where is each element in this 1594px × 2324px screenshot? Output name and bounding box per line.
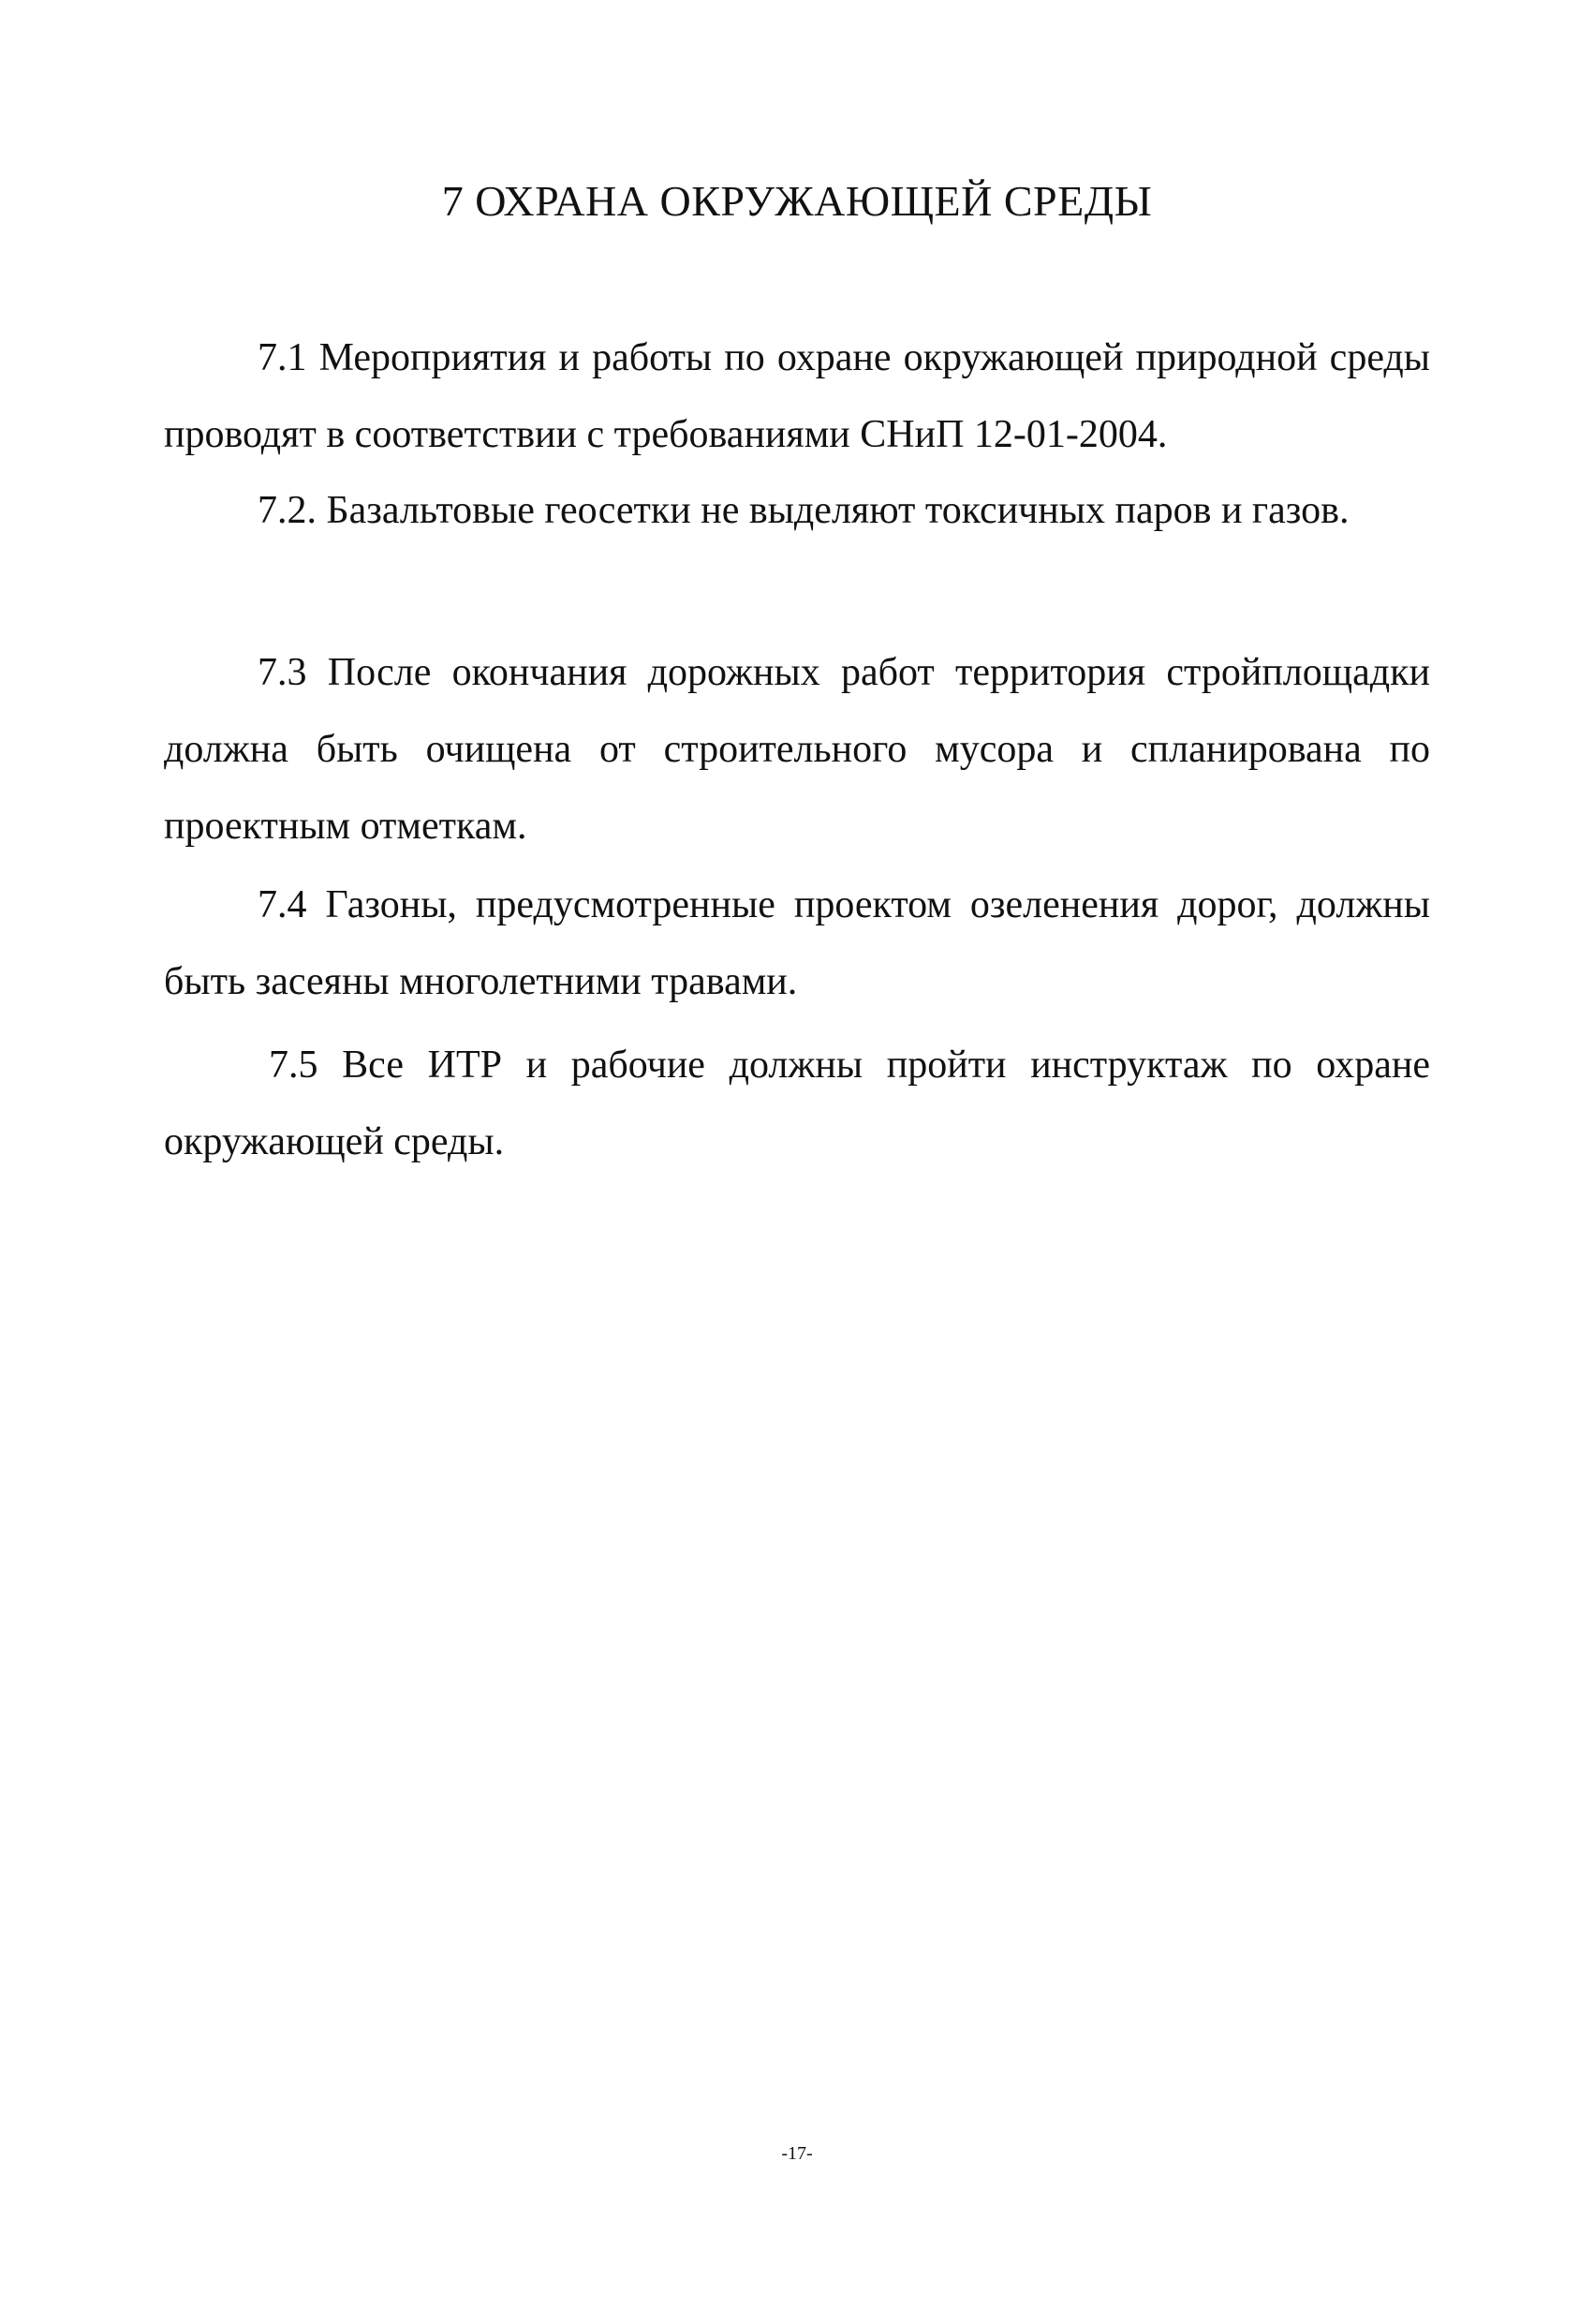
page-number: -17-: [781, 2143, 813, 2164]
paragraph-7-2: 7.2. Базальтовые геосетки не выделяют токсичных паров и газов.: [258, 489, 1350, 532]
paragraph-7-1: 7.1 Мероприятия и работы по охране окружающей природной среды проводят в соответствии с требованиями СНиП 12-01-2004.: [164, 336, 1430, 456]
paragraph-7-3: 7.3 После окончания дорожных работ территория стройплощадки должна быть очищена от строительного мусора и спланирована по проектным отметкам.: [164, 651, 1430, 848]
section-title: 7 ОХРАНА ОКРУЖАЮЩЕЙ СРЕДЫ: [441, 177, 1153, 225]
paragraph-7-4: 7.4 Газоны, предусмотренные проектом озеленения дорог, должны быть засеяны многолетними травами.: [164, 883, 1430, 1003]
paragraph-7-5: 7.5 Все ИТР и рабочие должны пройти инструктаж по охране окружающей среды.: [164, 1044, 1430, 1163]
